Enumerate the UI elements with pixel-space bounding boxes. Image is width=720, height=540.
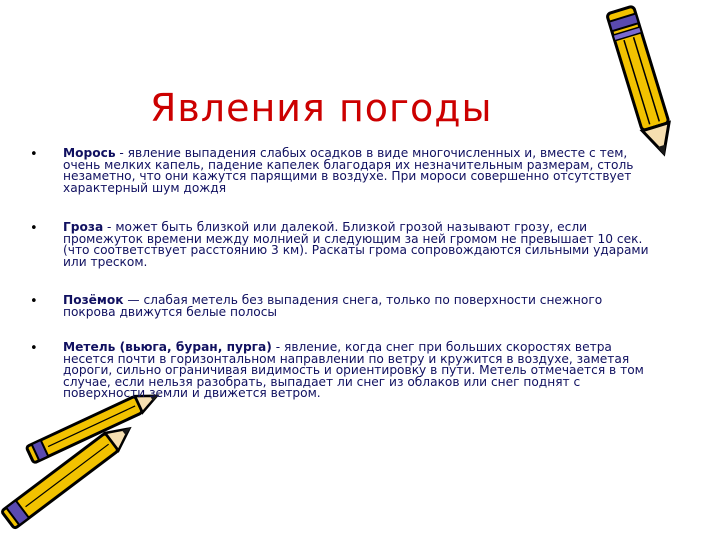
definition: - может быть близкой или далекой. Близкой грозой называют грозу, если промежуток времени между молнией и следующим за ней громом не превышает 10 сек. (что соответствует расстоянию 3 км). Раскаты грома сопровождаются сильными ударами или треском. xyxy=(63,220,649,269)
list-item-text xyxy=(63,342,658,400)
bullet-icon: • xyxy=(30,147,38,162)
term: Метель (вьюга, буран, пурга) xyxy=(63,340,272,354)
definition: — слабая метель без выпадения снега, только по поверхности снежного покрова движутся белые полосы xyxy=(63,293,603,319)
list-item-text xyxy=(63,295,658,318)
term: Гроза xyxy=(63,220,104,234)
list-item-text xyxy=(63,222,658,268)
bullet-icon: • xyxy=(30,294,38,309)
slide-title: Явления погоды xyxy=(150,86,493,130)
bullet-icon: • xyxy=(30,341,38,356)
term: Морось xyxy=(63,146,116,160)
definition: - явление, когда снег при больших скоростях ветра несется почти в горизонтальном направлении по ветру и кружится в воздухе, заметая дороги, сильно ограничивая видимость и ориентировку в пути. Метель отмечается в том случае, если нельзя разобрать, выпадает ли снег из облаков или снег поднят с поверхности земли и движется ветром. xyxy=(63,340,644,401)
term: Позёмок xyxy=(63,293,124,307)
bullet-icon: • xyxy=(30,221,38,236)
definition: - явление выпадения слабых осадков в виде многочисленных и, вместе с тем, очень мелких капель, падение капелек благодаря их незначительным размерам, столь незаметно, что они кажутся парящими в воздухе. При мороси совершенно отсутствует характерный шум дождя xyxy=(63,146,634,195)
list-item-text xyxy=(63,148,658,194)
